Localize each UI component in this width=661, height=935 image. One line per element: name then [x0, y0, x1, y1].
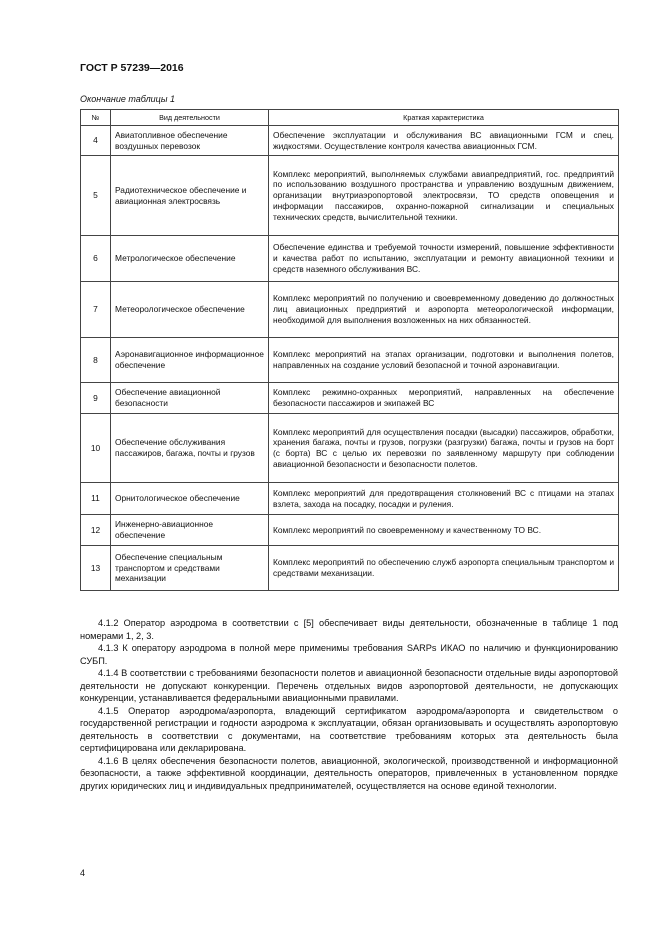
table-row: [81, 156, 619, 236]
description-cell: Комплекс режимно-охранных мероприятий, направленных на обеспечение безопасности пассажиров и экипажей ВС: [269, 383, 619, 414]
description-cell: Комплекс мероприятий на этапах организации, подготовки и выполнения полетов, направленных на создание условий безопасной и точной аэронавигации.: [269, 338, 619, 383]
activity-cell: Метеорологическое обеспечение: [111, 282, 269, 338]
description-cell: Обеспечение единства и требуемой точности измерений, повышение эффективности и качества работ по испытанию, эксплуатации и ремонту авиационной техники и средств наземного обслуживания ВС.: [269, 236, 619, 282]
paragraph: 4.1.5 Оператор аэродрома/аэропорта, владеющий сертификатом аэродрома/аэропорта и свидетельством о государственной регистрации и годности аэродрома к эксплуатации, обязан организовывать и осуществлять аэропортовую деятельность в соответствии с документами, на соответствие требованиям которых эта деятельность была сертифицирована или декларирована.: [80, 705, 618, 753]
table-header-row: [81, 110, 619, 126]
table-row: [81, 338, 619, 383]
table-row: [81, 546, 619, 591]
activity-cell: Радиотехническое обеспечение и авиационная электросвязь: [111, 156, 269, 236]
row-number: 12: [81, 515, 111, 546]
description-cell: Комплекс мероприятий по своевременному и качественному ТО ВС.: [269, 515, 619, 546]
table-row: [81, 414, 619, 483]
activity-cell: Инженерно-авиационное обеспечение: [111, 515, 269, 546]
activity-cell: Орнитологическое обеспечение: [111, 483, 269, 515]
activity-cell: Обеспечение авиационной безопасности: [111, 383, 269, 414]
table-row: [81, 282, 619, 338]
activity-cell: Аэронавигационное информационное обеспечение: [111, 338, 269, 383]
row-number: 7: [81, 282, 111, 338]
activity-cell: Обеспечение специальным транспортом и средствами механизации: [111, 546, 269, 591]
row-number: 5: [81, 156, 111, 236]
body-text: [80, 617, 618, 792]
table-row: [81, 515, 619, 546]
row-number: 11: [81, 483, 111, 515]
column-header-number: №: [81, 110, 111, 126]
table-row: [81, 383, 619, 414]
row-number: 10: [81, 414, 111, 483]
paragraph: 4.1.3 К оператору аэродрома в полной мере применимы требования SARPs ИКАО по наличию и функционированию СУБП.: [80, 643, 618, 666]
activities-table: [80, 109, 619, 591]
row-number: 8: [81, 338, 111, 383]
row-number: 6: [81, 236, 111, 282]
paragraph: 4.1.2 Оператор аэродрома в соответствии с [5] обеспечивает виды деятельности, обозначенные в таблице 1 под номерами 1, 2, 3.: [80, 618, 618, 641]
row-number: 9: [81, 383, 111, 414]
column-header-activity: Вид деятельности: [111, 110, 269, 126]
description-cell: Комплекс мероприятий для предотвращения столкновений ВС с птицами на этапах взлета, захода на посадку, посадки и руления.: [269, 483, 619, 515]
row-number: 13: [81, 546, 111, 591]
description-cell: Комплекс мероприятий для осуществления посадки (высадки) пассажиров, обработки, хранения багажа, почты и грузов, погрузки (разгрузки) багажа, почты и грузов на борт (с борта) ВС с целью их перевозки по заявленному маршруту при соблюдении авиационной безопасности и безопасности полетов.: [269, 414, 619, 483]
activity-cell: Авиатопливное обеспечение воздушных перевозок: [111, 126, 269, 156]
table-row: [81, 126, 619, 156]
paragraph: 4.1.4 В соответствии с требованиями безопасности полетов и авиационной безопасности отдельные виды аэропортовой деятельности не допускают конкуренции. Перечень отдельных видов аэропортовой деятельности, не допускающих конкуренции, устанавливается федеральными авиационными правилами.: [80, 668, 618, 703]
description-cell: Комплекс мероприятий по обеспечению служб аэропорта специальным транспортом и средствами механизации.: [269, 546, 619, 591]
description-cell: Комплекс мероприятий по получению и своевременному доведению до должностных лиц авиационных предприятий и аэропорта метеорологической информации, необходимой для выполнения возложенных на них обязанностей.: [269, 282, 619, 338]
activity-cell: Метрологическое обеспечение: [111, 236, 269, 282]
description-cell: Обеспечение эксплуатации и обслуживания ВС авиационными ГСМ и спец. жидкостями. Осуществление контроля качества авиационных ГСМ.: [269, 126, 619, 156]
table-caption: Окончание таблицы 1: [80, 94, 175, 104]
table-row: [81, 236, 619, 282]
page-number: 4: [80, 868, 86, 878]
table-row: [81, 483, 619, 515]
row-number: 4: [81, 126, 111, 156]
paragraph: 4.1.6 В целях обеспечения безопасности полетов, авиационной, экологической, производственной и информационной безопасности, а также эффективной координации, деятельность операторов, привлеченных в установленном порядке других юридических лиц и индивидуальных предпринимателей, осуществляется на основе единой технологии.: [80, 755, 618, 791]
column-header-description: Краткая характеристика: [269, 110, 619, 126]
description-cell: Комплекс мероприятий, выполняемых службами авиапредприятий, гос. предприятий по использованию воздушного пространства и управлению воздушным движением, организации внутриаэропортовой электросвязи, ТО средств оповещения и информации пассажиров, охранно-пожарной сигнализации и специальных технических средств, вычислительной техники.: [269, 156, 619, 236]
standard-header: ГОСТ Р 57239—2016: [80, 62, 184, 74]
activity-cell: Обеспечение обслуживания пассажиров, багажа, почты и грузов: [111, 414, 269, 483]
